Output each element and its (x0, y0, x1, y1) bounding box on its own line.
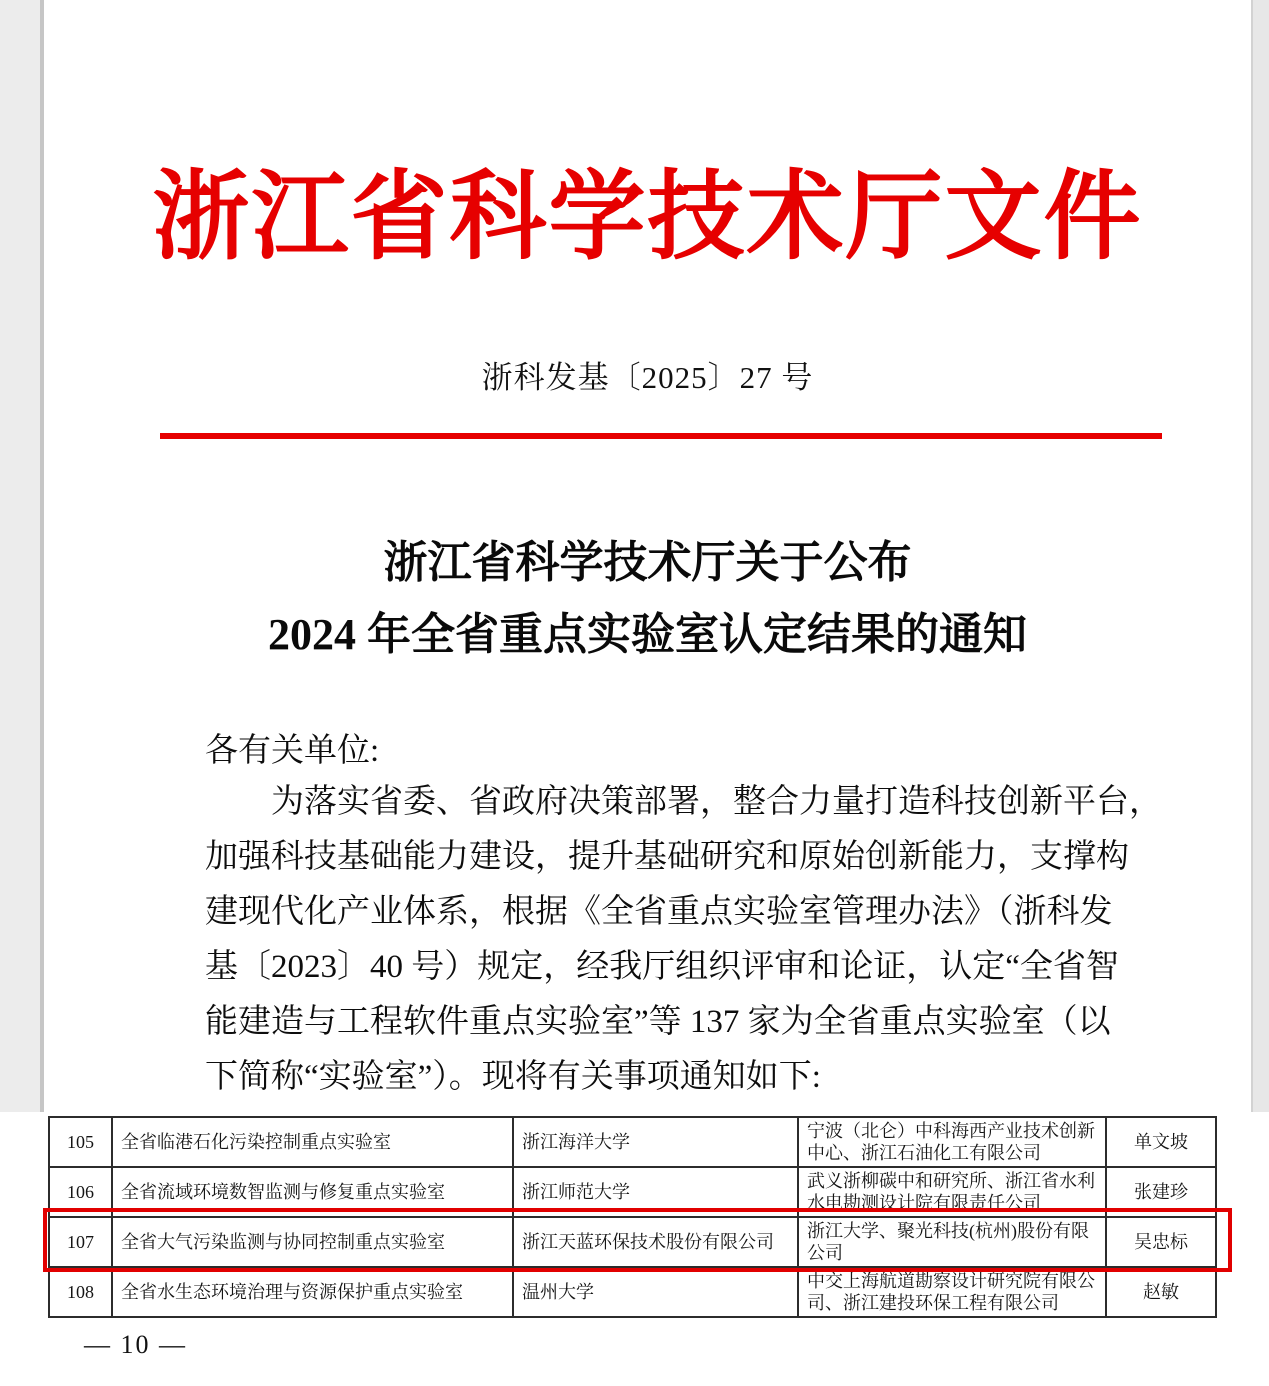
partners-cell: 浙江大学、聚光科技(杭州)股份有限公司 (798, 1217, 1106, 1267)
lab-name-cell: 全省临港石化污染控制重点实验室 (112, 1117, 513, 1167)
partners-cell: 宁波（北仑）中科海西产业技术创新中心、浙江石油化工有限公司 (798, 1117, 1106, 1167)
body-line-3: 建现代化产业体系，根据《全省重点实验室管理办法》（浙科发 (205, 894, 1113, 930)
partners-cell: 中交上海航道勘察设计研究院有限公司、浙江建投环保工程有限公司 (798, 1267, 1106, 1317)
body-line-1: 为落实省委、省政府决策部署，整合力量打造科技创新平台， (271, 784, 1162, 820)
agency-letterhead-title: 浙江省科学技术厅文件 (152, 164, 1143, 271)
table-row-108 (49, 1267, 1216, 1317)
row-number-cell: 108 (49, 1267, 112, 1317)
notice-title-line2: 2024 年全省重点实验室认定结果的通知 (268, 610, 1027, 659)
notice-title-line1: 浙江省科学技术厅关于公布 (383, 538, 912, 587)
row-number-cell: 105 (49, 1117, 112, 1167)
institution-cell: 浙江天蓝环保技术股份有限公司 (513, 1217, 798, 1267)
page-right-margin-shadow (1251, 0, 1269, 1112)
institution-cell: 温州大学 (513, 1267, 798, 1317)
page-left-margin-shadow (0, 0, 44, 1112)
lab-name-cell: 全省流域环境数智监测与修复重点实验室 (112, 1167, 513, 1217)
page-number: — 10 — (84, 1330, 187, 1359)
body-paragraph (205, 781, 1162, 1111)
row-number-cell: 106 (49, 1167, 112, 1217)
director-cell: 赵敏 (1106, 1267, 1216, 1317)
body-line-5: 能建造与工程软件重点实验室”等 137 家为全省重点实验室（以 (205, 1004, 1111, 1040)
director-cell: 张建珍 (1106, 1167, 1216, 1217)
institution-cell: 浙江师范大学 (513, 1167, 798, 1217)
partners-cell: 武义浙柳碳中和研究所、浙江省水利水电勘测设计院有限责任公司 (798, 1167, 1106, 1217)
red-divider-line (160, 433, 1162, 439)
salutation: 各有关单位: (205, 733, 380, 769)
table-row-105 (49, 1117, 1216, 1167)
director-cell: 吴忠标 (1106, 1217, 1216, 1267)
document-number: 浙科发基〔2025〕27 号 (481, 360, 814, 395)
row-number-cell: 107 (49, 1217, 112, 1267)
lab-name-cell: 全省大气污染监测与协同控制重点实验室 (112, 1217, 513, 1267)
institution-cell: 浙江海洋大学 (513, 1117, 798, 1167)
director-cell: 单文坡 (1106, 1117, 1216, 1167)
body-line-6: 下简称“实验室”）。现将有关事项通知如下: (205, 1059, 821, 1095)
lab-name-cell: 全省水生态环境治理与资源保护重点实验室 (112, 1267, 513, 1317)
body-line-2: 加强科技基础能力建设，提升基础研究和原始创新能力，支撑构 (205, 839, 1129, 875)
highlight-box-row-107 (43, 1208, 1232, 1272)
body-line-4: 基〔2023〕40 号）规定，经我厅组织评审和论证，认定“全省智 (205, 949, 1119, 985)
